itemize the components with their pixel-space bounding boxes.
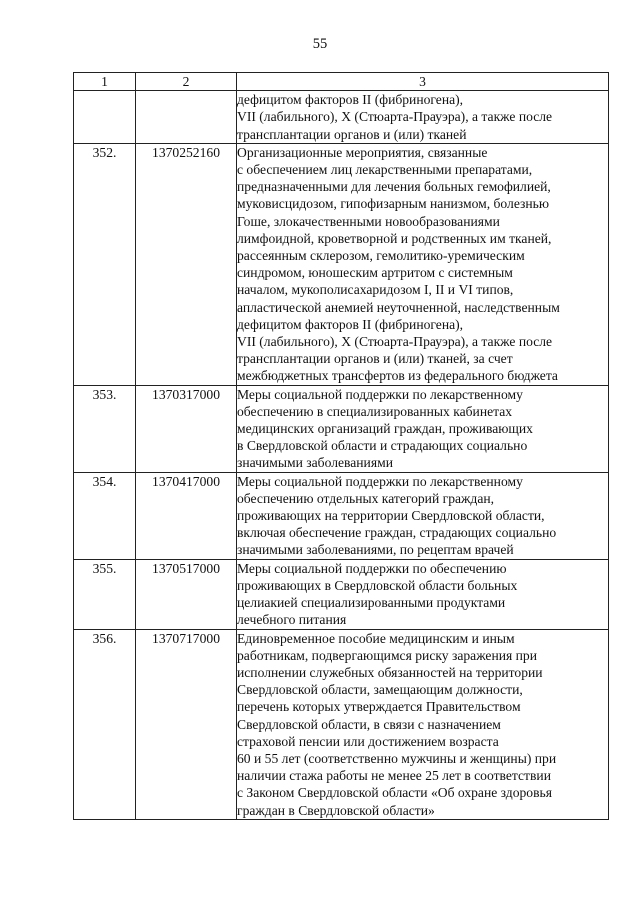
- header-col-code: 2: [136, 73, 237, 91]
- row-number: 353.: [74, 385, 136, 472]
- row-code: 1370717000: [136, 629, 237, 819]
- description-line: Гоше, злокачественными новообразованиями: [237, 213, 500, 229]
- description-line: в Свердловской области и страдающих социально: [237, 438, 528, 454]
- description-line: Меры социальной поддержки по лекарственному: [237, 473, 523, 489]
- description-line: лимфоидной, кроветворной и родственных им тканей,: [237, 230, 552, 246]
- description-line: проживающих на территории Свердловской области,: [237, 508, 545, 524]
- description-line: межбюджетных трансфертов из федерального бюджета: [237, 368, 558, 384]
- description-line: наличии стажа работы не менее 25 лет в соответствии: [237, 768, 551, 784]
- row-number: [74, 91, 136, 144]
- description-line: работникам, подвергающимся риску заражения при: [237, 647, 537, 663]
- row-number: 354.: [74, 472, 136, 559]
- row-description: [237, 472, 609, 559]
- description-line: целиакией специализированными продуктами: [237, 595, 506, 611]
- description-line: перечень которых утверждается Правительством: [237, 699, 521, 715]
- row-code: 1370417000: [136, 472, 237, 559]
- description-line: муковисцидозом, гипофизарным нанизмом, болезнью: [237, 196, 550, 212]
- row-description: [237, 559, 609, 629]
- description-line: трансплантации органов и (или) тканей: [237, 126, 467, 142]
- header-col-description: 3: [237, 73, 609, 91]
- row-description: [237, 385, 609, 472]
- description-line: VII (лабильного), X (Стюарта-Прауэра), а также после: [237, 109, 553, 125]
- row-number: 355.: [74, 559, 136, 629]
- description-line: исполнении служебных обязанностей на территории: [237, 664, 543, 680]
- table-row: [74, 629, 609, 819]
- description-line: страховой пенсии или достижением возраста: [237, 733, 499, 749]
- description-line: рассеянным склерозом, гемолитико-уремическим: [237, 248, 525, 264]
- description-line: обеспечению в специализированных кабинетах: [237, 403, 513, 419]
- description-line: Единовременное пособие медицинским и иным: [237, 630, 515, 646]
- description-line: значимыми заболеваниями: [237, 455, 393, 471]
- description-line: обеспечению отдельных категорий граждан,: [237, 490, 495, 506]
- table-row: [74, 91, 609, 144]
- row-code: 1370252160: [136, 143, 237, 385]
- table-row: [74, 385, 609, 472]
- description-line: дефицитом факторов II (фибриногена),: [237, 92, 464, 108]
- description-line: с Законом Свердловской области «Об охране здоровья: [237, 785, 552, 801]
- description-line: Меры социальной поддержки по обеспечению: [237, 560, 507, 576]
- table-header-row: [74, 73, 609, 91]
- page-number: 55: [312, 36, 328, 52]
- description-line: Организационные мероприятия, связанные: [237, 144, 488, 160]
- description-line: предназначенными для лечения больных гемофилией,: [237, 179, 551, 195]
- description-line: Свердловской области, в связи с назначением: [237, 716, 501, 732]
- row-number: 352.: [74, 143, 136, 385]
- description-line: проживающих в Свердловской области больных: [237, 577, 518, 593]
- description-line: лечебного питания: [237, 612, 347, 628]
- description-line: 60 и 55 лет (соответственно мужчины и женщины) при: [237, 750, 557, 766]
- description-line: Меры социальной поддержки по лекарственному: [237, 386, 523, 402]
- row-description: [237, 91, 609, 144]
- description-line: трансплантации органов и (или) тканей, за счет: [237, 351, 513, 367]
- header-col-number: 1: [74, 73, 136, 91]
- description-line: с обеспечением лиц лекарственными препаратами,: [237, 162, 533, 178]
- row-code: 1370517000: [136, 559, 237, 629]
- description-line: включая обеспечение граждан, страдающих социально: [237, 525, 557, 541]
- row-code: 1370317000: [136, 385, 237, 472]
- description-line: граждан в Свердловской области»: [237, 802, 435, 818]
- budget-classification-table: [73, 72, 609, 820]
- description-line: синдромом, юношеским артритом с системным: [237, 265, 513, 281]
- description-line: значимыми заболеваниями, по рецептам врачей: [237, 542, 514, 558]
- description-line: дефицитом факторов II (фибриногена),: [237, 316, 464, 332]
- table-row: [74, 559, 609, 629]
- row-number: 356.: [74, 629, 136, 819]
- row-description: [237, 143, 609, 385]
- description-line: апластической анемией неуточненной, наследственным: [237, 299, 560, 315]
- table-row: [74, 143, 609, 385]
- row-code: [136, 91, 237, 144]
- description-line: началом, мукополисахаридозом I, II и VI типов,: [237, 282, 514, 298]
- description-line: VII (лабильного), X (Стюарта-Прауэра), а также после: [237, 334, 553, 350]
- description-line: медицинских организаций граждан, проживающих: [237, 421, 533, 437]
- table-row: [74, 472, 609, 559]
- description-line: Свердловской области, замещающим должности,: [237, 682, 523, 698]
- row-description: [237, 629, 609, 819]
